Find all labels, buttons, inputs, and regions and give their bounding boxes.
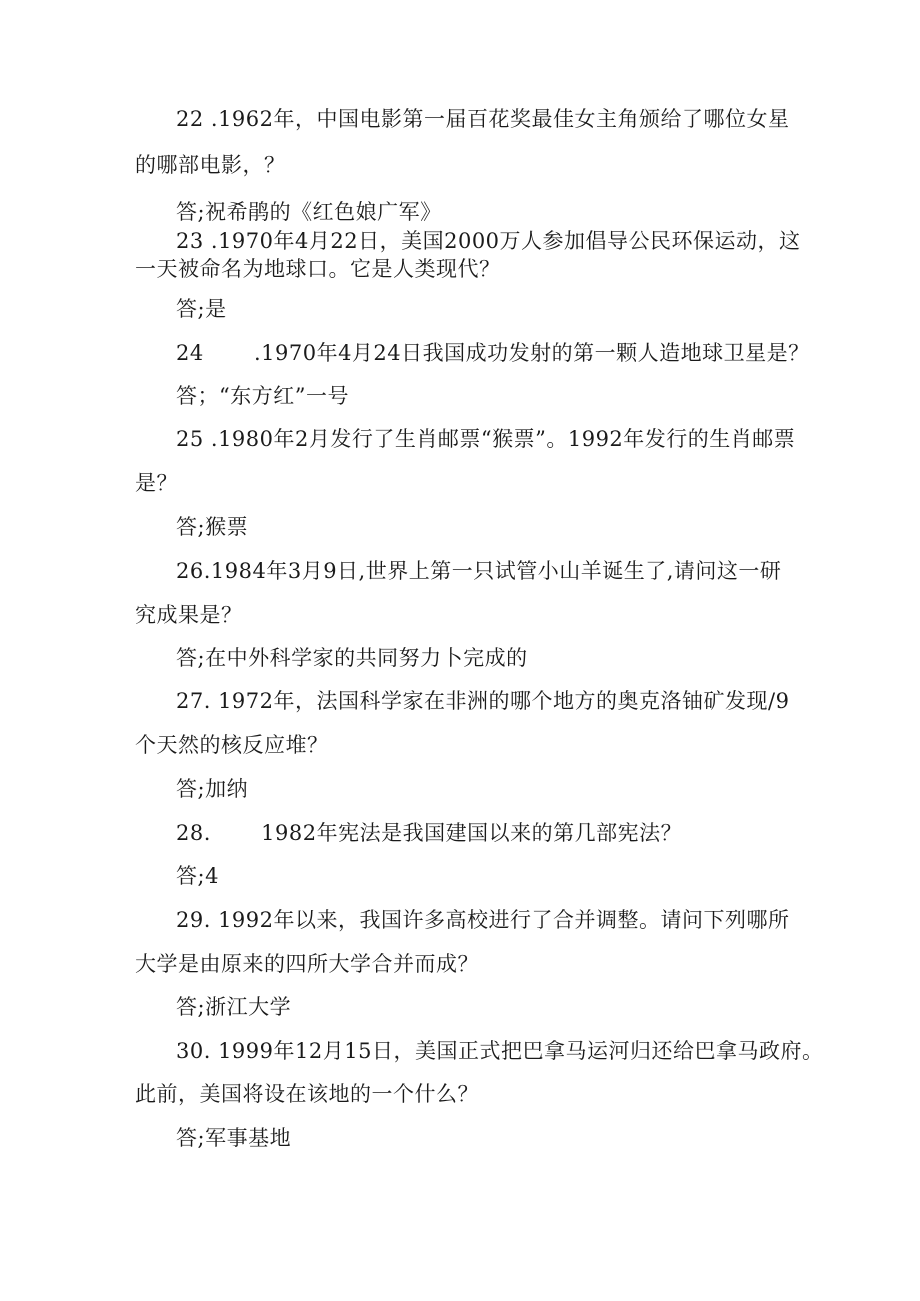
- answer-26: 答;在中外科学家的共同努力卜完成的: [176, 646, 528, 670]
- question-22-line-1: 22 .1962年，中国电影第一届百花奖最佳女主角颁给了哪位女星: [176, 107, 790, 131]
- question-25-line-2: 是？: [135, 471, 178, 495]
- answer-29: 答;浙江大学: [176, 995, 292, 1019]
- answer-24: 答；“东方红”一号: [176, 384, 349, 408]
- question-30-line-2: 此前，美国将设在该地的一个什么？: [135, 1082, 479, 1106]
- answer-25: 答;猴票: [176, 515, 249, 539]
- question-23-line-2: 一天被命名为地球口。它是人类现代？: [135, 257, 501, 281]
- question-29-line-2: 大学是由原来的四所大学合并而成？: [135, 952, 479, 976]
- question-22-line-2: 的哪部电影，？: [135, 153, 286, 177]
- question-29-line-1: 29. 1992年以来，我国许多高校进行了合并调整。请问下列哪所: [176, 908, 790, 932]
- question-27-line-1: 27. 1972年，法国科学家在非洲的哪个地方的奥克洛铀矿发现/9: [176, 689, 790, 713]
- answer-30: 答;军事基地: [176, 1126, 292, 1150]
- question-27-line-2: 个天然的核反应堆？: [135, 733, 329, 757]
- question-30-line-1: 30. 1999年12月15日，美国正式把巴拿马运河归还给巴拿马政府。: [176, 1039, 824, 1063]
- answer-23: 答;是: [176, 297, 227, 321]
- answer-28: 答;4: [176, 864, 219, 888]
- question-23-line-1: 23 .1970年4月22日，美国2000万人参加倡导公民环保运动，这: [176, 229, 801, 253]
- question-28-line-1: 28. 1982年宪法是我国建国以来的第几部宪法？: [176, 821, 683, 845]
- question-26-line-1: 26.1984年3月9日,世界上第一只试管小山羊诞生了,请问这一研: [176, 559, 782, 583]
- question-25-line-1: 25 .1980年2月发行了生肖邮票“猴票”。1992年发行的生肖邮票: [176, 427, 796, 451]
- answer-27: 答;加纳: [176, 777, 249, 801]
- question-26-line-2: 究成果是？: [135, 603, 243, 627]
- question-24-line-1: 24 .1970年4月24日我国成功发射的第一颗人造地球卫星是？: [176, 341, 810, 365]
- answer-22: 答;祝希鹃的《红色娘广军》: [176, 200, 442, 224]
